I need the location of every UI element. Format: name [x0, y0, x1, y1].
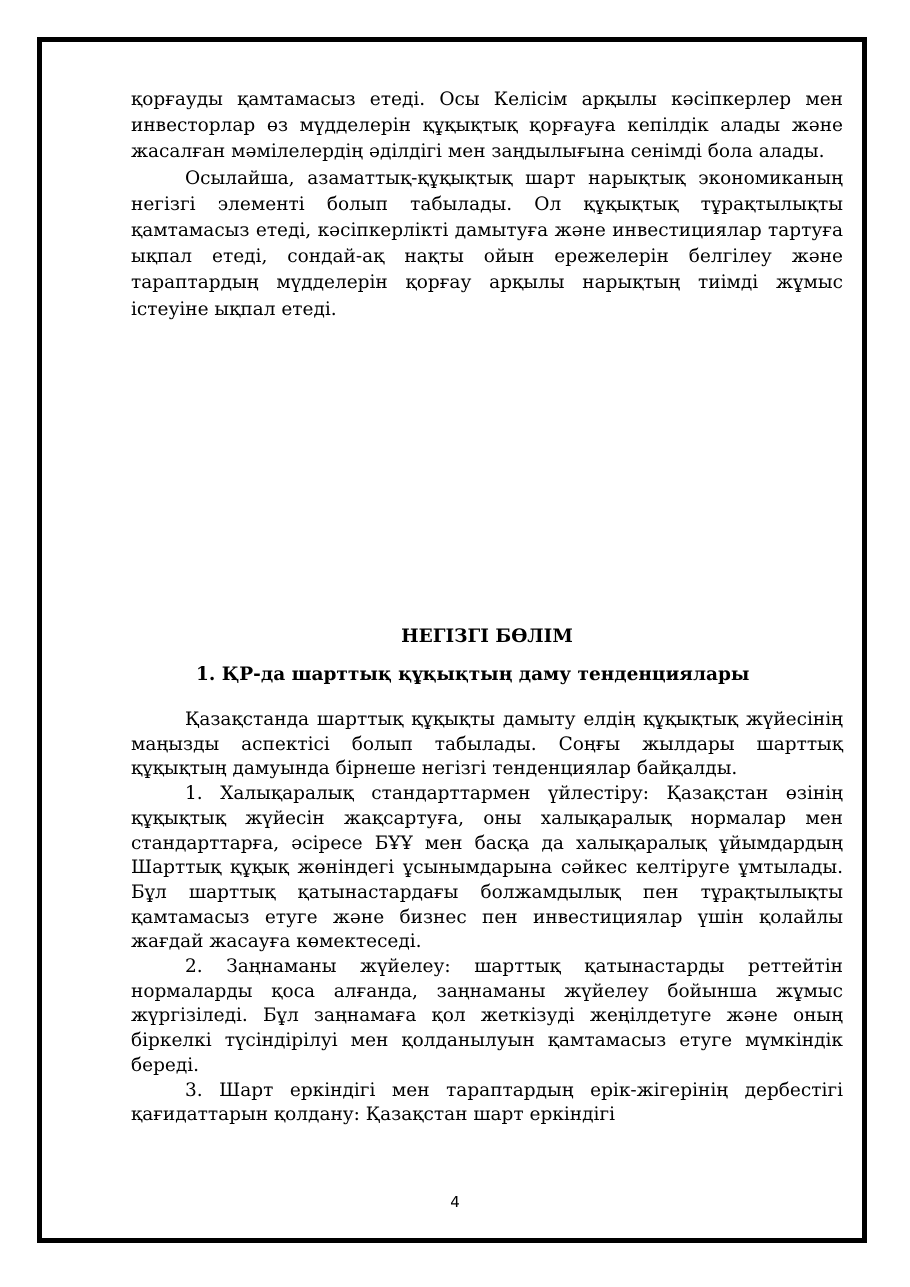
paragraph: қорғауды қамтамасыз етеді. Осы Келісім арқылы кәсіпкерлер мен инвесторлар өз мүдделерін құқықтық қорғауға кепілдік алады және жасалған мәмілелердің әділдігі мен заңдылығына сенімді бола алады. [131, 89, 843, 163]
paragraph: 1. Халықаралық стандарттармен үйлестіру: Қазақстан өзінің құқықтық жүйесін жақсартуға, оны халықаралық нормалар мен стандарттарға, әсіресе БҰҰ мен басқа да халықаралық ұйымдардың Шарттық құқық жөніндегі ұсынымдарына сәйкес келтіруге ұмтылады. Бұл шарттық қатынастардағы болжамдылық пен тұрақтылықты қамтамасыз етуге және бизнес пен инвестициялар үшін қолайлы жағдай жасауға көмектеседі. [131, 783, 843, 953]
paragraph: 2. Заңнаманы жүйелеу: шарттық қатынастарды реттейтін нормаларды қоса алғанда, заңнаманы жүйелеу бойынша жұмыс жүргізіледі. Бұл заңнамаға қол жеткізуді жеңілдетуге және оның біркелкі түсіндірілуі мен қолданылуын қамтамасыз етуге мүмкіндік береді. [131, 956, 843, 1076]
subsection-title: 1. ҚР-да шарттық құқықтың даму тенденциялары [196, 664, 750, 685]
page-number: 4 [450, 1193, 460, 1211]
section-title: НЕГІЗГІ БӨЛІМ [401, 626, 573, 647]
paragraph: Осылайша, азаматтық-құқықтық шарт нарықтық экономиканың негізгі элементі болып табылады. Ол құқықтық тұрақтылықты қамтамасыз етеді, кәсіпкерлікті дамытуға және инвестициялар тартуға ықпал етеді, сондай-ақ нақты ойын ережелерін белгілеу және тараптардың мүдделерін қорғау арқылы нарықтың тиімді жұмыс істеуіне ықпал етеді. [131, 167, 843, 320]
paragraph: 3. Шарт еркіндігі мен тараптардың ерік-жігерінің дербестігі қағидаттарын қолдану: Қазақстан шарт еркіндігі [131, 1079, 843, 1126]
text-block-top [131, 87, 843, 323]
paragraph: Қазақстанда шарттық құқықты дамыту елдің құқықтық жүйесінің маңызды аспектісі болып табылады. Соңғы жылдары шарттық құқықтың дамуында бірнеше негізгі тенденциялар байқалды. [131, 709, 843, 780]
text-block-main [131, 708, 843, 1128]
